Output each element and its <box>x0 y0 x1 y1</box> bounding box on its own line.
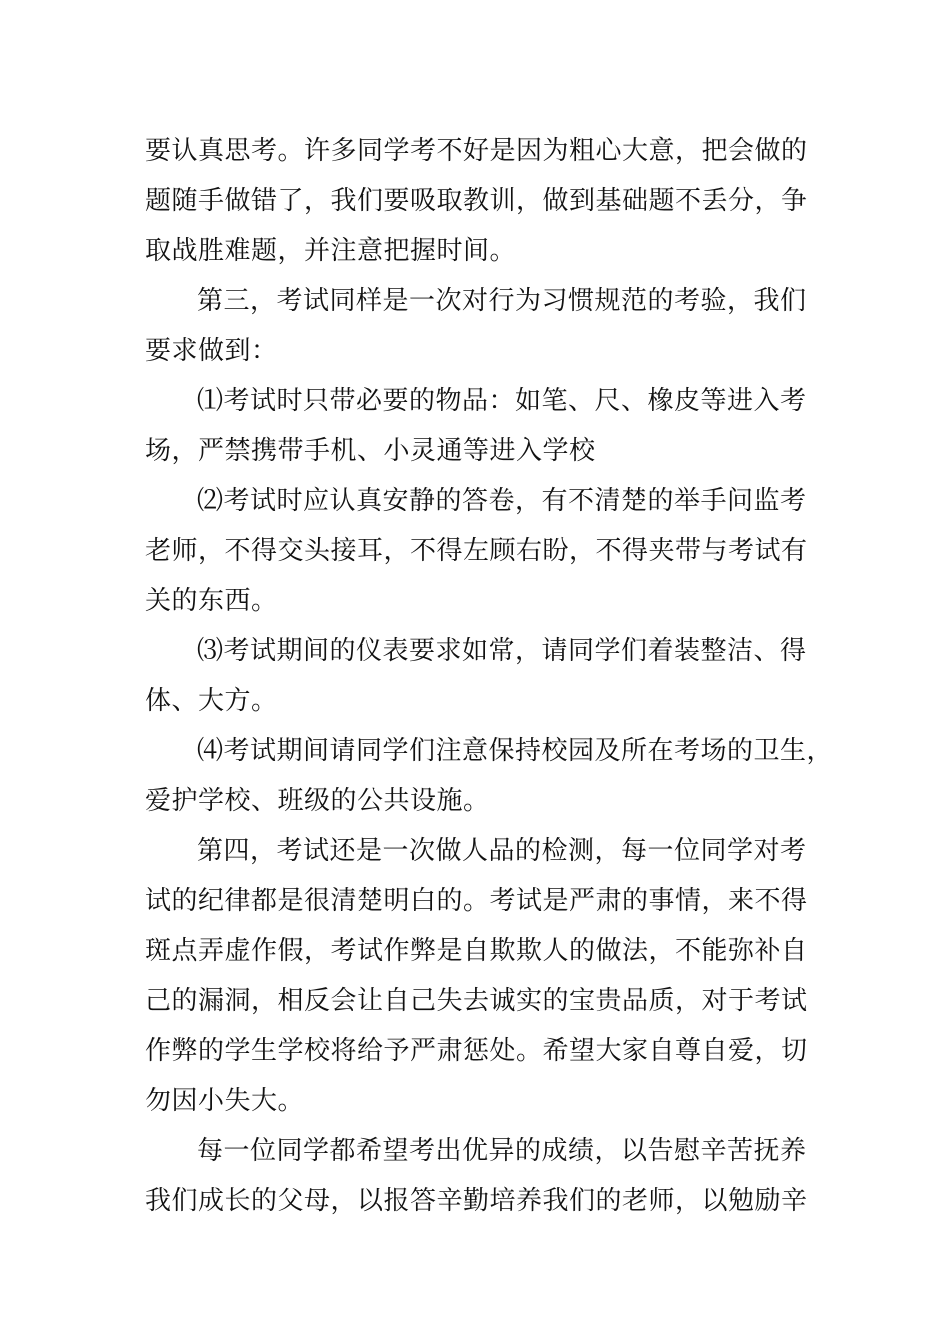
text-line: 作弊的学生学校将给予严肃惩处。希望大家自尊自爱，切 <box>145 1036 808 1066</box>
text-line: ⑵考试时应认真安静的答卷，有不清楚的举手问监考 <box>197 486 807 516</box>
text-line: 取战胜难题，并注意把握时间。 <box>145 236 517 266</box>
text-line: 场，严禁携带手机、小灵通等进入学校 <box>145 436 596 466</box>
text-line: ⑴考试时只带必要的物品：如笔、尺、橡皮等进入考 <box>197 386 807 416</box>
document-body <box>145 126 835 1226</box>
text-line: 每一位同学都希望考出优异的成绩，以告慰辛苦抚养 <box>197 1136 807 1166</box>
text-line: 第四，考试还是一次做人品的检测，每一位同学对考 <box>197 836 807 866</box>
text-line: 己的漏洞，相反会让自己失去诚实的宝贵品质，对于考试 <box>145 986 808 1016</box>
text-line: 老师，不得交头接耳，不得左顾右盼，不得夹带与考试有 <box>145 536 808 566</box>
text-line: 试的纪律都是很清楚明白的。考试是严肃的事情，来不得 <box>145 886 808 916</box>
text-line: 要求做到： <box>145 336 278 366</box>
text-line: 要认真思考。许多同学考不好是因为粗心大意，把会做的 <box>145 136 808 166</box>
text-line: 题随手做错了，我们要吸取教训，做到基础题不丢分，争 <box>145 186 808 216</box>
text-line: 勿因小失大。 <box>145 1086 305 1116</box>
text-line: 体、大方。 <box>145 686 278 716</box>
text-line: ⑷考试期间请同学们注意保持校园及所在考场的卫生， <box>197 736 834 766</box>
text-line: 斑点弄虚作假，考试作弊是自欺欺人的做法，不能弥补自 <box>145 936 808 966</box>
text-line: 爱护学校、班级的公共设施。 <box>145 786 490 816</box>
text-line: 关的东西。 <box>145 586 278 616</box>
text-line: 第三，考试同样是一次对行为习惯规范的考验，我们 <box>197 286 807 316</box>
text-line: 我们成长的父母，以报答辛勤培养我们的老师，以勉励辛 <box>145 1186 808 1216</box>
text-line: ⑶考试期间的仪表要求如常，请同学们着装整洁、得 <box>197 636 807 666</box>
